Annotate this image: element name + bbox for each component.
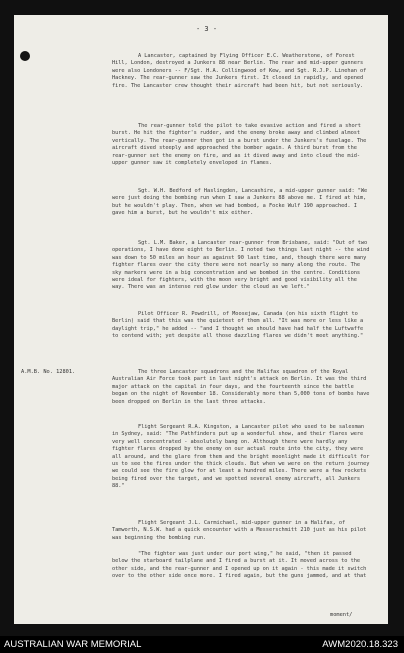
page-number: - 3 - bbox=[196, 25, 218, 33]
punch-hole bbox=[20, 51, 30, 61]
paragraph-3: Sgt. W.H. Bedford of Haslingden, Lancashire, a mid-upper gunner said: "We were just doing the bombing run when I saw a Junkers 88 above me. I fired at him, but he wouldn't play. Then, when we had bombed, a Focke Wulf 190 approached. I gave him a burst, but he wouldn't mix either. bbox=[112, 188, 368, 217]
paragraph-1: A Lancaster, captained by Flying Officer E.C. Weatherstone, of Forest Hill, London, destroyed a Junkers 88 near Berlin. The rear and mid-upper gunners were also Londoners -- F/Sgt. H.A. Collingwood of Kew, and Sgt. R.J.P. Linehan of Hackney. The rear-gunner saw the Junkers first. It closed in rapidly, and opened fire. The Lancaster crew thought their aircraft had been hit, but not seriously. bbox=[112, 53, 367, 89]
archive-footer bbox=[0, 636, 404, 653]
paragraph-2: The rear-gunner told the pilot to take evasive action and fired a short burst. He hit the fighter's rudder, and the enemy broke away and climbed almost vertically. The rear-gunner then got in a burst under the Junkers's fuselage. The aircraft dived steeply and approached the bomber again. A third burst from the rear-gunner set the enemy on fire, and as it dived away and into cloud the mid-upper gunner saw it completely enveloped in flames. bbox=[112, 123, 367, 167]
paragraph-8: Flight Sergeant J.L. Carmichael, mid-upper gunner in a Halifax, of Tamworth, N.S.W. had a quick encounter with a Messerschmitt 210 just as his pilot was beginning the bombing run. bbox=[112, 520, 367, 541]
side-reference: A.M.B. No. 12801. bbox=[21, 369, 76, 375]
paragraph-6: The three Lancaster squadrons and the Halifax squadron of the Royal Australian Air Force took part in last night's attack on Berlin. It was the third major attack on the capital in four days, and the fourteenth since the battle began on the night of November 18. Considerably more than 5,000 tons of bombs have been dropped on Berlin in the last three attacks. bbox=[112, 369, 370, 405]
paragraph-9: "The fighter was just under our port wing," he said, "then it passed below the starboard tailplane and I fired a burst at it. It moved across to the other side, and the rear-gunner and I opened up on it again - this made it switch over to the other side once more. I fired again, but the guns jammed, and at that bbox=[112, 551, 367, 580]
footer-catalogue-id: AWM2020.18.323 bbox=[322, 639, 398, 650]
paragraph-5: Pilot Officer R. Powdrill, of Moosejaw, Canada (on his sixth flight to Berlin) said that this was the quietest of them all. "It was more or less like a daylight trip," he added -- "and I thought we should have had half the Luftwaffe to contend with; yet despite all those dazzling flares we didn't meet anything." bbox=[112, 311, 364, 340]
paragraph-4: Sgt. L.M. Baker, a Lancaster rear-gunner from Brisbane, said: "Out of two operations, I have done eight to Berlin. I noted two things last night -- the wind was down to 50 miles an hour as against 90 last time, and, though there were many fighter flares over the city there were not nearly so many along the route. The sky markers were in a big concentration and we bombed in the centre. Conditions were ideal for fighters, with the moon very bright and good visibility all the way. There was an intense red glow under the cloud as we left." bbox=[112, 240, 370, 291]
footer-institution: AUSTRALIAN WAR MEMORIAL bbox=[4, 639, 142, 650]
paragraph-7: Flight Sergeant R.A. Kingston, a Lancaster pilot who used to be salesman in Sydney, said: "The Pathfinders put up a wonderful show, and their flares were very well concentrated - absolutely bang on. Although there were hardly any fighter flares dropped by the enemy on our actual route into the city, they were all around, and the glare from them and the bright moonlight made it difficult for us to see the fires under the thick clouds. But when we were on the return journey we could see the fire glow for at least a hundred miles. There were a few rockets being fired over the target, and we spotted several enemy aircraft, all Junkers 88." bbox=[112, 424, 370, 490]
continuation-marker: moment/ bbox=[330, 612, 353, 618]
